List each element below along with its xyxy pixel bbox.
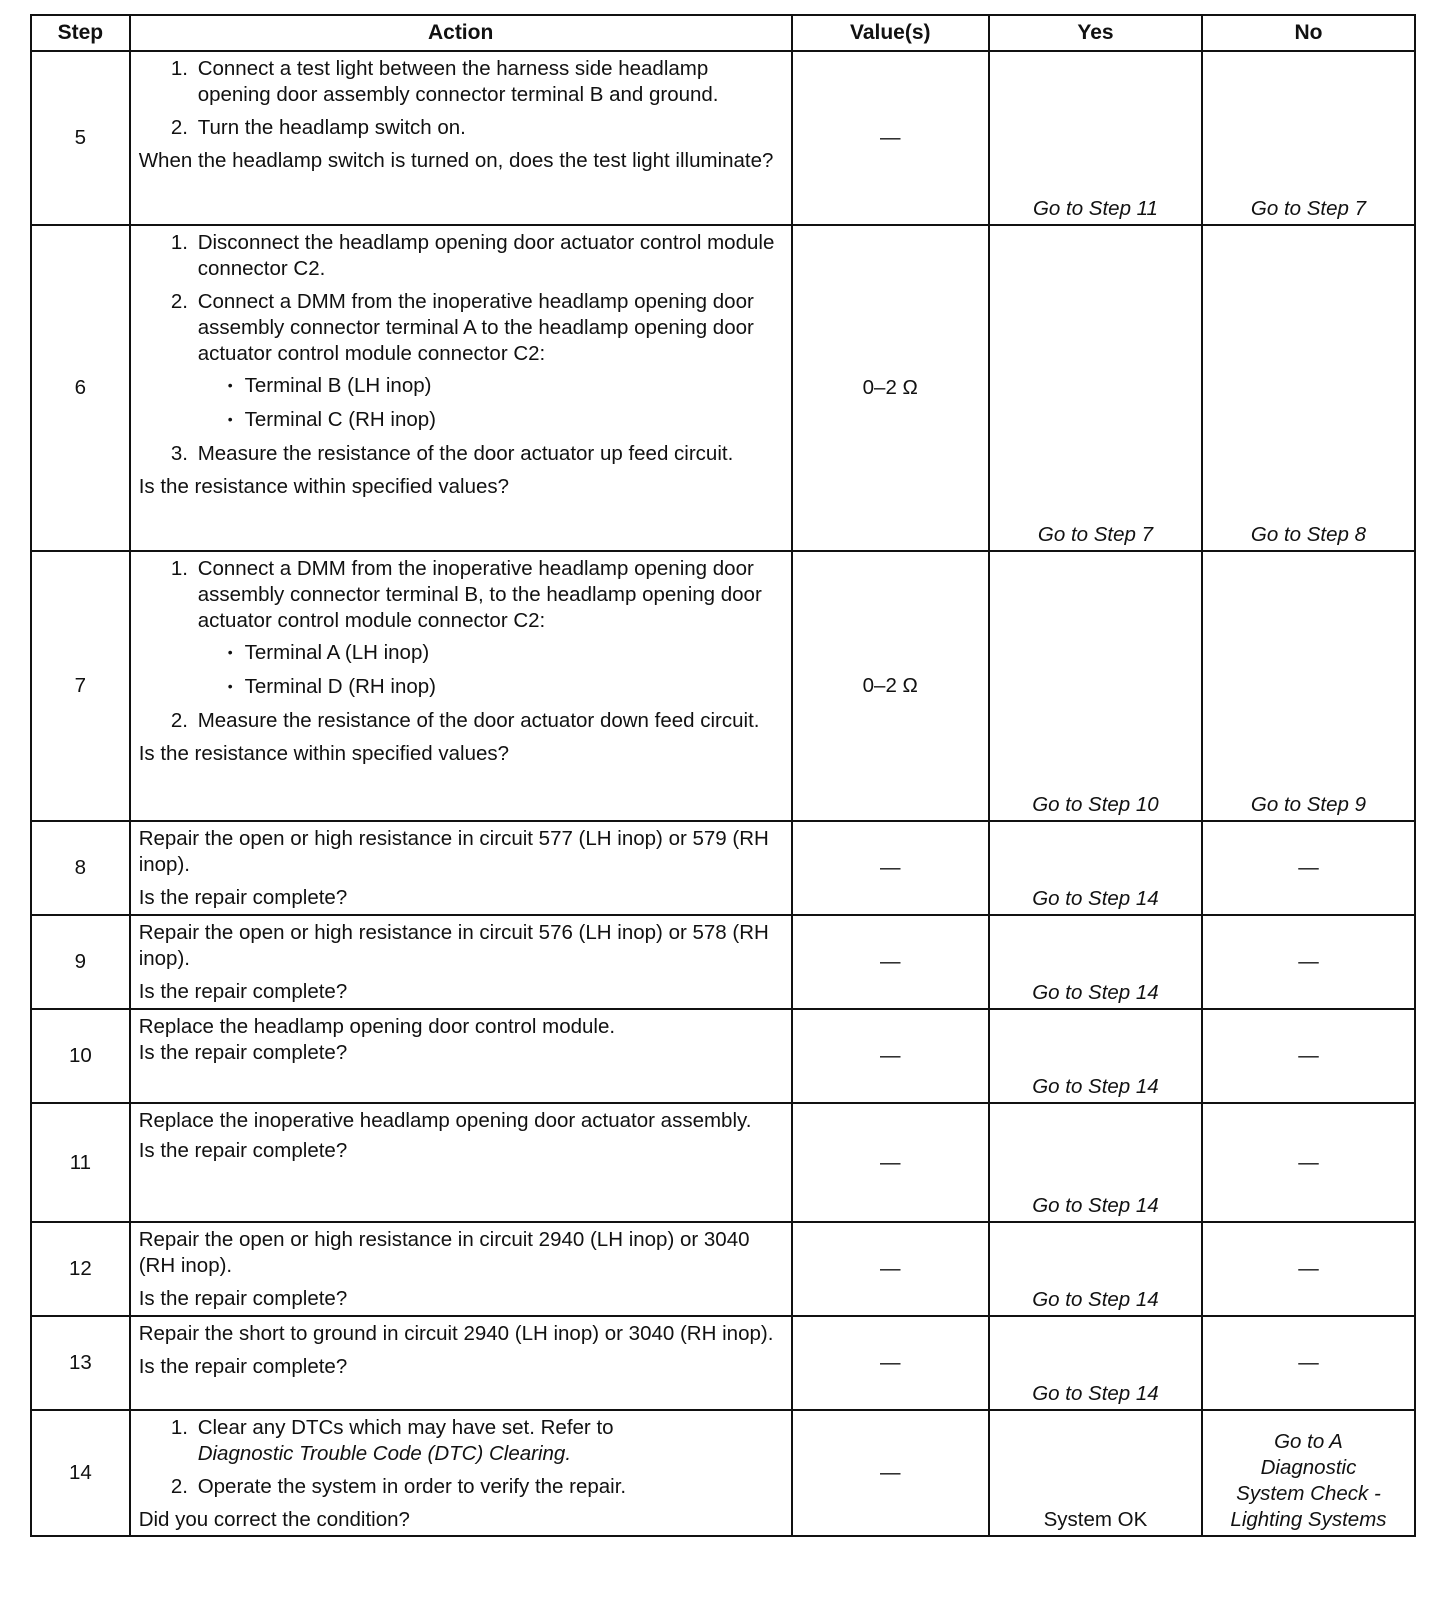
no-link[interactable]: Go to Step 8 [1250,523,1367,546]
action-text: Replace the headlamp opening door control module. [138,1015,616,1038]
action-question: Is the repair complete? [138,1041,348,1064]
yes-link[interactable]: Go to Step 14 [1032,981,1159,1004]
yes-link[interactable]: Go to Step 14 [1032,887,1159,910]
action-question: Is the repair complete? [138,886,348,909]
action-item-text: Connect a DMM from the inoperative headlamp opening door assembly connector terminal A to the headlamp opening door actuator control module connector C2: [197,290,754,365]
step-number: 11 [31,1103,130,1222]
table-row [31,915,1415,1009]
no-cell: — [1202,1103,1415,1222]
action-text: Repair the open or high resistance in circuit 2940 (LH inop) or 3040 (RH inop). [138,1228,750,1277]
no-link-line: Go to A [1274,1430,1343,1453]
step-number: 9 [31,915,130,1009]
yes-link[interactable]: Go to Step 7 [1037,523,1154,546]
table-row [31,51,1415,225]
table-row [31,1410,1415,1536]
no-cell: — [1202,821,1415,915]
step-number: 14 [31,1410,130,1536]
action-question: Is the repair complete? [138,1287,348,1310]
yes-cell [989,1103,1202,1222]
yes-cell [989,551,1202,821]
action-question: Did you correct the condition? [138,1508,410,1531]
table-row [31,225,1415,551]
value-cell: — [792,821,989,915]
action-text: Repair the open or high resistance in circuit 577 (LH inop) or 579 (RH inop). [138,827,769,876]
header-values: Value(s) [792,15,989,51]
action-question: Is the resistance within specified values? [138,475,510,498]
table-row [31,551,1415,821]
action-item [194,556,783,701]
action-item: 2. Turn the headlamp switch on. [194,115,783,141]
step-number: 10 [31,1009,130,1103]
action-question: When the headlamp switch is turned on, does the test light illuminate? [138,149,774,172]
no-link[interactable]: Go to Step 7 [1250,197,1367,220]
value-cell: 0–2 Ω [792,225,989,551]
no-cell [1202,551,1415,821]
bullet-item: • Terminal D (RH inop) [228,674,783,701]
no-cell [1202,225,1415,551]
yes-cell [989,1222,1202,1316]
table-row [31,1009,1415,1103]
no-link[interactable]: Go to Step 9 [1250,793,1367,816]
table-row [31,1222,1415,1316]
yes-link[interactable]: Go to Step 14 [1032,1075,1159,1098]
header-row [31,15,1415,51]
action-cell [130,1103,792,1222]
no-cell: — [1202,1222,1415,1316]
no-cell: — [1202,1009,1415,1103]
value-cell: — [792,1222,989,1316]
action-cell [130,821,792,915]
action-cell [130,1316,792,1410]
table-row [31,821,1415,915]
action-cell [130,1410,792,1536]
header-no: No [1202,15,1415,51]
step-number: 13 [31,1316,130,1410]
action-question: Is the resistance within specified values? [138,742,510,765]
action-text: Repair the open or high resistance in circuit 576 (LH inop) or 578 (RH inop). [138,921,769,970]
no-cell: — [1202,915,1415,1009]
value-cell: — [792,51,989,225]
step-number: 8 [31,821,130,915]
action-item-text: Clear any DTCs which may have set. Refer to [197,1416,614,1439]
action-question: Is the repair complete? [138,1139,348,1162]
value-cell: 0–2 Ω [792,551,989,821]
table-row [31,1103,1415,1222]
yes-link[interactable]: Go to Step 10 [1032,793,1159,816]
header-action: Action [130,15,792,51]
no-link-line: System Check - [1236,1482,1381,1505]
action-cell [130,51,792,225]
action-item [194,1415,783,1467]
diagnostic-table [30,14,1416,1537]
yes-link[interactable]: Go to Step 14 [1032,1382,1159,1405]
action-cell [130,225,792,551]
action-cell [130,1009,792,1103]
value-cell: — [792,1009,989,1103]
yes-link[interactable]: Go to Step 11 [1032,197,1158,220]
action-text: Replace the inoperative headlamp opening door actuator assembly. [138,1109,752,1132]
action-text: Repair the short to ground in circuit 2940 (LH inop) or 3040 (RH inop). [138,1322,774,1345]
no-link-multiline[interactable] [1203,1429,1414,1533]
action-cell [130,1222,792,1316]
header-yes: Yes [989,15,1202,51]
yes-result: System OK [1043,1508,1148,1531]
header-step: Step [31,15,130,51]
step-number: 6 [31,225,130,551]
no-link-line: Lighting Systems [1230,1508,1387,1531]
no-cell [1202,1410,1415,1536]
value-cell: — [792,1410,989,1536]
action-item: 1. Connect a test light between the harness side headlamp opening door assembly connector terminal B and ground. [194,56,783,108]
action-question: Is the repair complete? [138,980,348,1003]
action-item: 1. Disconnect the headlamp opening door actuator control module connector C2. [194,230,783,282]
yes-cell [989,51,1202,225]
step-number: 7 [31,551,130,821]
action-item-text: Connect a DMM from the inoperative headlamp opening door assembly connector terminal B, to the headlamp opening door actuator control module connector C2: [197,557,762,632]
yes-link[interactable]: Go to Step 14 [1032,1194,1159,1217]
value-cell: — [792,915,989,1009]
no-link-line: Diagnostic [1260,1456,1357,1479]
bullet-item: • Terminal A (LH inop) [228,640,783,667]
no-cell: — [1202,1316,1415,1410]
value-cell: — [792,1316,989,1410]
action-item [194,289,783,434]
action-item: 2. Operate the system in order to verify the repair. [194,1474,783,1500]
action-item: 3. Measure the resistance of the door actuator up feed circuit. [194,441,783,467]
step-number: 12 [31,1222,130,1316]
action-cell [130,915,792,1009]
bullet-item: • Terminal C (RH inop) [228,407,783,434]
action-question: Is the repair complete? [138,1355,348,1378]
step-number: 5 [31,51,130,225]
yes-cell [989,1316,1202,1410]
yes-cell [989,1410,1202,1536]
value-cell: — [792,1103,989,1222]
yes-cell [989,915,1202,1009]
yes-link[interactable]: Go to Step 14 [1032,1288,1159,1311]
action-item: 2. Measure the resistance of the door actuator down feed circuit. [194,708,783,734]
table-row [31,1316,1415,1410]
yes-cell [989,1009,1202,1103]
yes-cell [989,821,1202,915]
dtc-clearing-reference[interactable]: Diagnostic Trouble Code (DTC) Clearing. [197,1442,572,1465]
yes-cell [989,225,1202,551]
action-cell [130,551,792,821]
bullet-item: • Terminal B (LH inop) [228,373,783,400]
no-cell [1202,51,1415,225]
